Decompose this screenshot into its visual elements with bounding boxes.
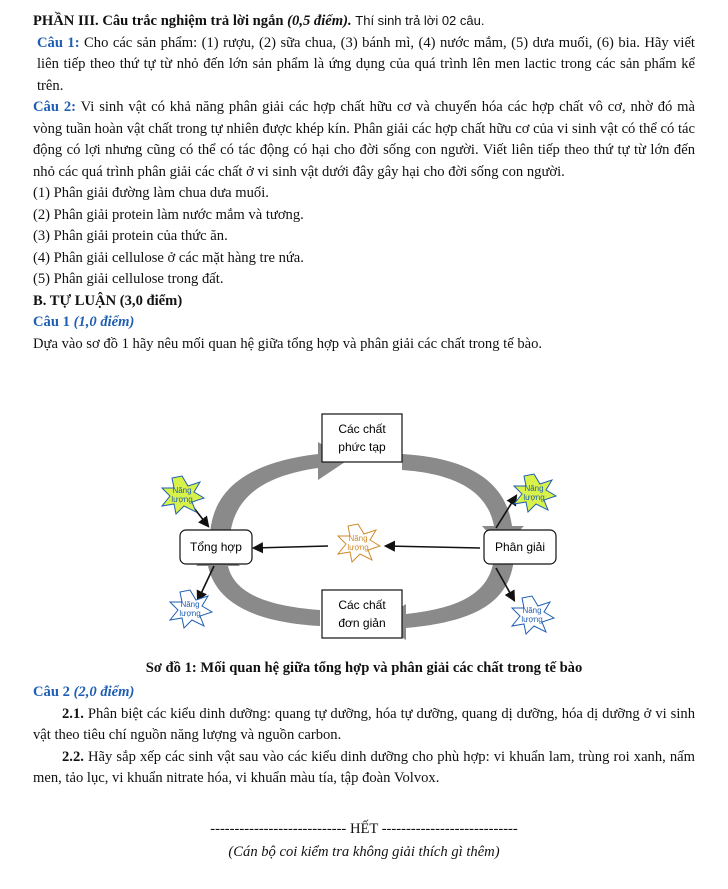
energy-bottom-left-line-2: lượng bbox=[179, 609, 201, 618]
energy-burst-center bbox=[338, 524, 380, 562]
question-1 bbox=[33, 33, 695, 98]
complex-substances-box bbox=[322, 414, 402, 462]
energy-burst-top-right bbox=[514, 474, 556, 512]
simple-substances-box bbox=[322, 590, 402, 638]
energy-burst-top-left bbox=[162, 476, 204, 514]
essay-question-2-heading bbox=[33, 682, 695, 704]
energy-bottom-right-line-1: Năng bbox=[522, 606, 542, 615]
energy-bottom-left-line-1: Năng bbox=[180, 600, 200, 609]
essay-q1-label: Câu 1 bbox=[33, 314, 70, 330]
essay-q2-part-2-number: 2.2. bbox=[62, 748, 84, 765]
question-1-text: Cho các sản phẩm: (1) rượu, (2) sữa chua, (3) bánh mì, (4) nước mắm, (5) dưa muối, (6) bia. Hãy viết liên tiếp theo thứ tự từ nhỏ đến lớn sản phẩm là ứng dụng của quá trình lên men lactic trong các sản phẩm kể trên. bbox=[37, 34, 695, 94]
synthesis-label: Tổng hợp bbox=[190, 540, 242, 554]
essay-q1-points: (1,0 điểm) bbox=[73, 314, 135, 330]
exam-page bbox=[33, 10, 695, 355]
energy-center-line-2: lượng bbox=[347, 543, 369, 552]
energy-top-right-line-1: Năng bbox=[524, 484, 544, 493]
simple-line-2: đơn giản bbox=[338, 616, 386, 630]
decomposition-to-center-energy-arrow bbox=[386, 546, 480, 548]
energy-bottom-right-line-2: lượng bbox=[521, 615, 543, 624]
decomposition-label: Phân giải bbox=[494, 540, 546, 554]
option-2: (2) Phân giải protein làm nước mắm và tương. bbox=[33, 206, 304, 223]
question-2-text: Vi sinh vật có khả năng phân giải các hợp chất hữu cơ và chuyển hóa các hợp chất vô cơ, nhờ đó mà vòng tuần hoàn vật chất trong tự nhiên được khép kín. Phân giải các hợp chất hữu cơ của vi sinh vật có thể có tác động có lợi nhưng cũng có thể có tác động có hại cho đời sống con người. Viết liên tiếp theo thứ tự từ lớn đến nhỏ các quá trình phân giải các chất ở vi sinh vật dưới đây gây hại cho đời sống con người. bbox=[33, 99, 695, 180]
simple-line-1: Các chất bbox=[338, 598, 386, 612]
center-energy-to-synthesis-arrow bbox=[254, 546, 328, 548]
energy-top-right-line-2: lượng bbox=[523, 493, 545, 502]
complex-line-1: Các chất bbox=[338, 422, 386, 436]
synthesis-to-energy-arrow bbox=[198, 566, 214, 600]
option-1: (1) Phân giải đường làm chua dưa muối. bbox=[33, 185, 269, 201]
section-b-title: B. TỰ LUẬN (3,0 điểm) bbox=[33, 292, 183, 309]
essay-q2-label: Câu 2 bbox=[33, 684, 70, 700]
question-2-label: Câu 2: bbox=[33, 99, 76, 115]
complex-line-2: phức tạp bbox=[338, 440, 386, 454]
essay-question-2 bbox=[33, 682, 695, 790]
essay-question-1-heading bbox=[33, 312, 695, 334]
section3-instruction: Thí sinh trả lời 02 câu. bbox=[355, 13, 485, 28]
energy-center-line-1: Năng bbox=[348, 534, 368, 543]
end-marker: ---------------------------- HẾT ---------------------------- bbox=[210, 821, 518, 837]
essay-q2-points: (2,0 điểm) bbox=[73, 684, 135, 700]
option-5: (5) Phân giải cellulose trong đất. bbox=[33, 271, 224, 287]
essay-q2-part-1 bbox=[33, 704, 695, 747]
section3-heading bbox=[33, 10, 695, 33]
section3-points: (0,5 điểm). bbox=[287, 13, 352, 29]
question-1-label: Câu 1: bbox=[37, 34, 80, 51]
energy-to-synthesis-arrow bbox=[194, 508, 208, 526]
energy-top-left-line-2: lượng bbox=[171, 495, 193, 504]
synthesis-box bbox=[180, 530, 252, 564]
option-4: (4) Phân giải cellulose ở các mặt hàng tre nứa. bbox=[33, 249, 304, 266]
energy-burst-bottom-left bbox=[170, 590, 212, 628]
essay-q2-part-1-text: Phân biệt các kiểu dinh dưỡng: quang tự dưỡng, hóa tự dưỡng, quang dị dưỡng, hóa dị dưỡng ở vi sinh vật theo tiêu chí nguồn năng lượng và nguồn carbon. bbox=[33, 705, 695, 743]
synthesis-decomposition-diagram bbox=[150, 408, 570, 644]
decomposition-box bbox=[484, 530, 556, 564]
option-3: (3) Phân giải protein của thức ăn. bbox=[33, 228, 228, 244]
energy-burst-bottom-right bbox=[512, 596, 554, 634]
diagram-caption: Sơ đồ 1: Mối quan hệ giữa tổng hợp và phân giải các chất trong tế bào bbox=[145, 660, 583, 676]
essay-q1-text: Dựa vào sơ đồ 1 hãy nêu mối quan hệ giữa tổng hợp và phân giải các chất trong tế bào. bbox=[33, 335, 543, 352]
essay-q2-part-1-number: 2.1. bbox=[62, 705, 84, 722]
question-2 bbox=[33, 97, 695, 183]
proctor-note: (Cán bộ coi kiểm tra không giải thích gì thêm) bbox=[228, 844, 500, 860]
essay-q2-part-2 bbox=[33, 747, 695, 790]
energy-top-left-line-1: Năng bbox=[172, 486, 192, 495]
section3-title: PHẦN III. Câu trắc nghiệm trả lời ngắn bbox=[33, 13, 284, 29]
essay-q2-part-2-text: Hãy sắp xếp các sinh vật sau vào các kiểu dinh dưỡng cho phù hợp: vi khuẩn lam, trùng roi xanh, nấm men, tảo lục, vi khuẩn nitrate hóa, vi khuẩn màu tía, tập đoàn Volvox. bbox=[33, 748, 696, 786]
